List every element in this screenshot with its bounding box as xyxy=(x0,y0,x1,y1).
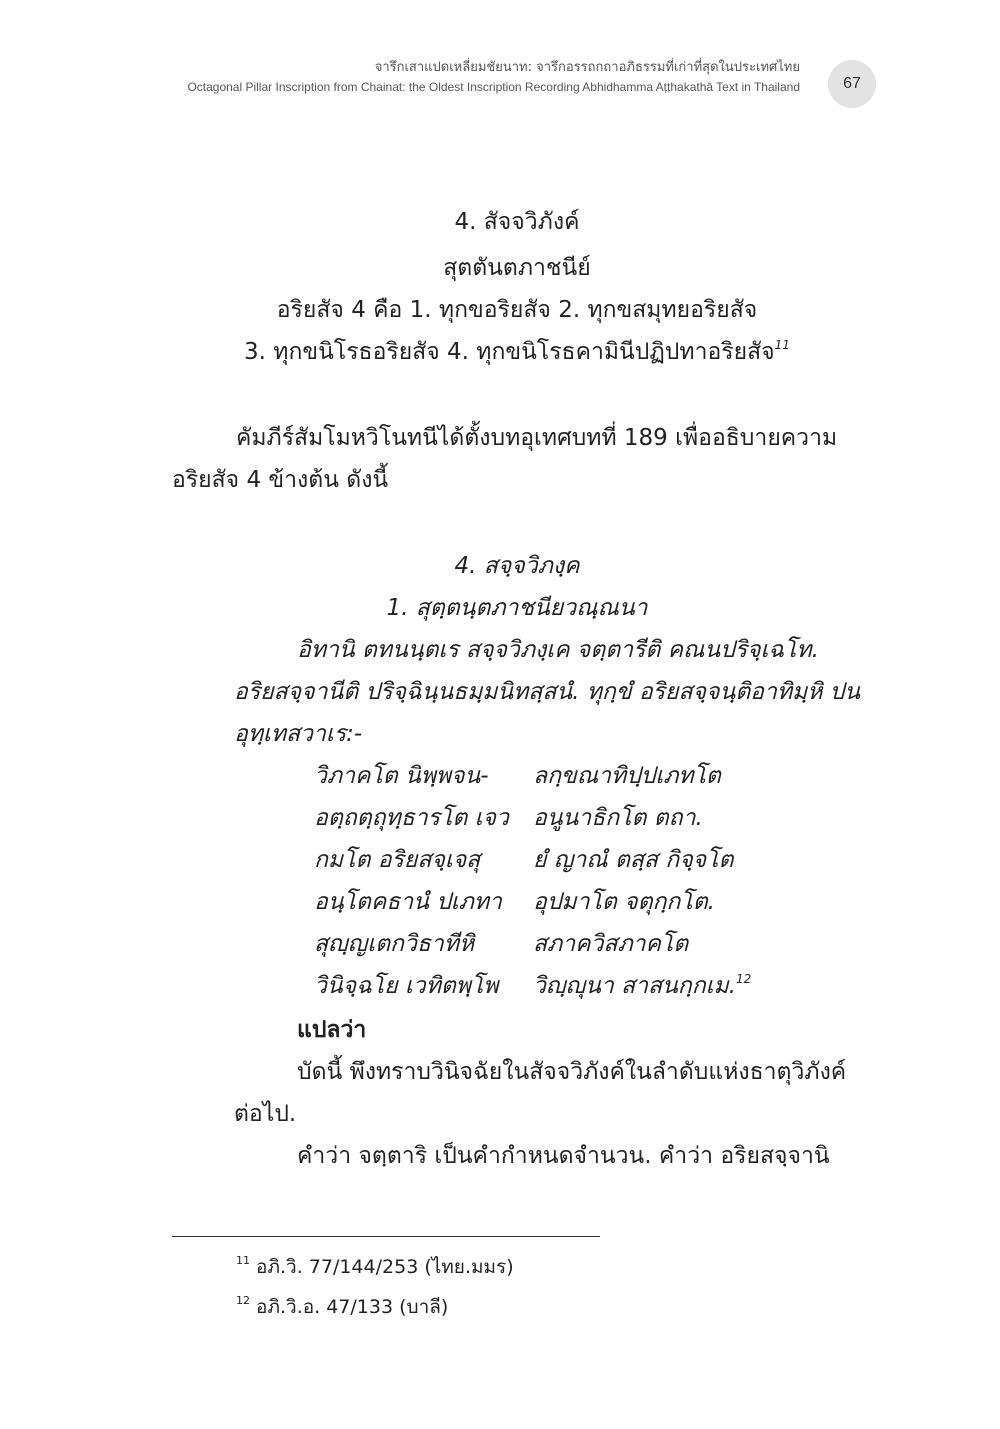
footnote-ref-12: 12 xyxy=(735,972,752,986)
verse-5-first-half: สุญฺญเตกวิธาทีหิ xyxy=(314,931,475,957)
section-heading: 4. สัจจวิภังค์ xyxy=(454,209,580,235)
verse-5-second-half: สภาควิสภาคโต xyxy=(533,931,689,957)
verse-1-second-half: ลกฺขณาทิปฺปเภทโต xyxy=(533,763,721,789)
footnote-12-number: 12 xyxy=(236,1294,250,1307)
verse-6-second-half xyxy=(533,966,751,1006)
translation-line-3: คำว่า จตฺตาริ เป็นคำกำหนดจำนวน. คำว่า อริยสจฺจานิ xyxy=(297,1143,830,1169)
verse-1-first-half: วิภาคโต นิพฺพจน- xyxy=(314,763,489,789)
verse-4-second-half: อุปมาโต จตุกฺกโต. xyxy=(533,889,715,915)
verse-2-first-half: อตฺถตฺถุทฺธารโต เจว xyxy=(314,805,509,831)
pali-line-3: อุทฺเทสวาเร:- xyxy=(234,721,363,747)
verse-3-second-half: ยํ ญาณํ ตสฺส กิจฺจโต xyxy=(533,847,734,873)
pali-line-1: อิทานิ ตทนนฺตเร สจฺจวิภงฺเค จตฺตารีติ คณนปริจฺเฉโท. xyxy=(297,637,819,663)
translation-label: แปลว่า xyxy=(297,1017,367,1043)
noble-truths-line-2 xyxy=(172,332,862,372)
pali-heading: 4. สจฺจวิภงฺค xyxy=(454,553,580,579)
noble-truths-line-1: อริยสัจ 4 คือ 1. ทุกขอริยสัจ 2. ทุกขสมุทยอริยสัจ xyxy=(276,297,758,323)
verse-4-first-half: อนฺโตคธานํ ปเภทา xyxy=(314,889,502,915)
page-number: 67 xyxy=(828,60,876,108)
footnote-11-text: อภิ.วิ. 77/144/253 (ไทย.มมร) xyxy=(256,1256,514,1278)
verse-3-first-half: กมโต อริยสจฺเจสุ xyxy=(314,847,481,873)
footnote-11-number: 11 xyxy=(236,1254,250,1267)
verse-6-second-half-text: วิญฺญุนา สาสนกฺกเม. xyxy=(533,973,736,999)
running-header xyxy=(0,58,800,96)
paragraph-line-2: อริยสัจ 4 ข้างต้น ดังนี้ xyxy=(172,467,389,493)
verse-6-first-half: วินิจฺฉโย เวทิตพฺโพ xyxy=(314,973,499,999)
paragraph-line-1: คัมภีร์สัมโมหวิโนทนีได้ตั้งบทอุเทศบทที่ 189 เพื่ออธิบายความ xyxy=(236,425,838,451)
footnote-divider xyxy=(172,1236,600,1237)
footnote-ref-11: 11 xyxy=(774,338,790,352)
footnote-11 xyxy=(236,1252,514,1282)
pali-line-2: อริยสจฺจานีติ ปริจฺฉินฺนธมฺมนิทสฺสนํ. ทุกฺขํ อริยสจฺจนฺติอาทิมฺหิ ปน xyxy=(234,679,860,705)
section-subheading: สุตตันตภาชนีย์ xyxy=(443,255,591,281)
header-title-english: Octagonal Pillar Inscription from Chainat: the Oldest Inscription Recording Abhidhamma Aṭṭhakathā Text in Thailand xyxy=(187,80,800,94)
footnote-12 xyxy=(236,1292,448,1322)
translation-line-1: บัดนี้ พึงทราบวินิจฉัยในสัจจวิภังค์ในลำดับแห่งธาตุวิภังค์ xyxy=(297,1059,847,1085)
footnote-12-text: อภิ.วิ.อ. 47/133 (บาลี) xyxy=(256,1296,449,1318)
noble-truths-line-2-text: 3. ทุกขนิโรธอริยสัจ 4. ทุกขนิโรธคามินีปฏิปทาอริยสัจ xyxy=(244,339,775,365)
translation-line-2: ต่อไป. xyxy=(234,1101,297,1127)
pali-subheading: 1. สุตฺตนฺตภาชนียวณฺณนา xyxy=(386,595,648,621)
header-title-thai: จารึกเสาแปดเหลี่ยมชัยนาท: จารึกอรรถกถาอภิธรรมที่เก่าที่สุดในประเทศไทย xyxy=(374,60,800,75)
verse-2-second-half: อนูนาธิกโต ตถา. xyxy=(533,805,703,831)
